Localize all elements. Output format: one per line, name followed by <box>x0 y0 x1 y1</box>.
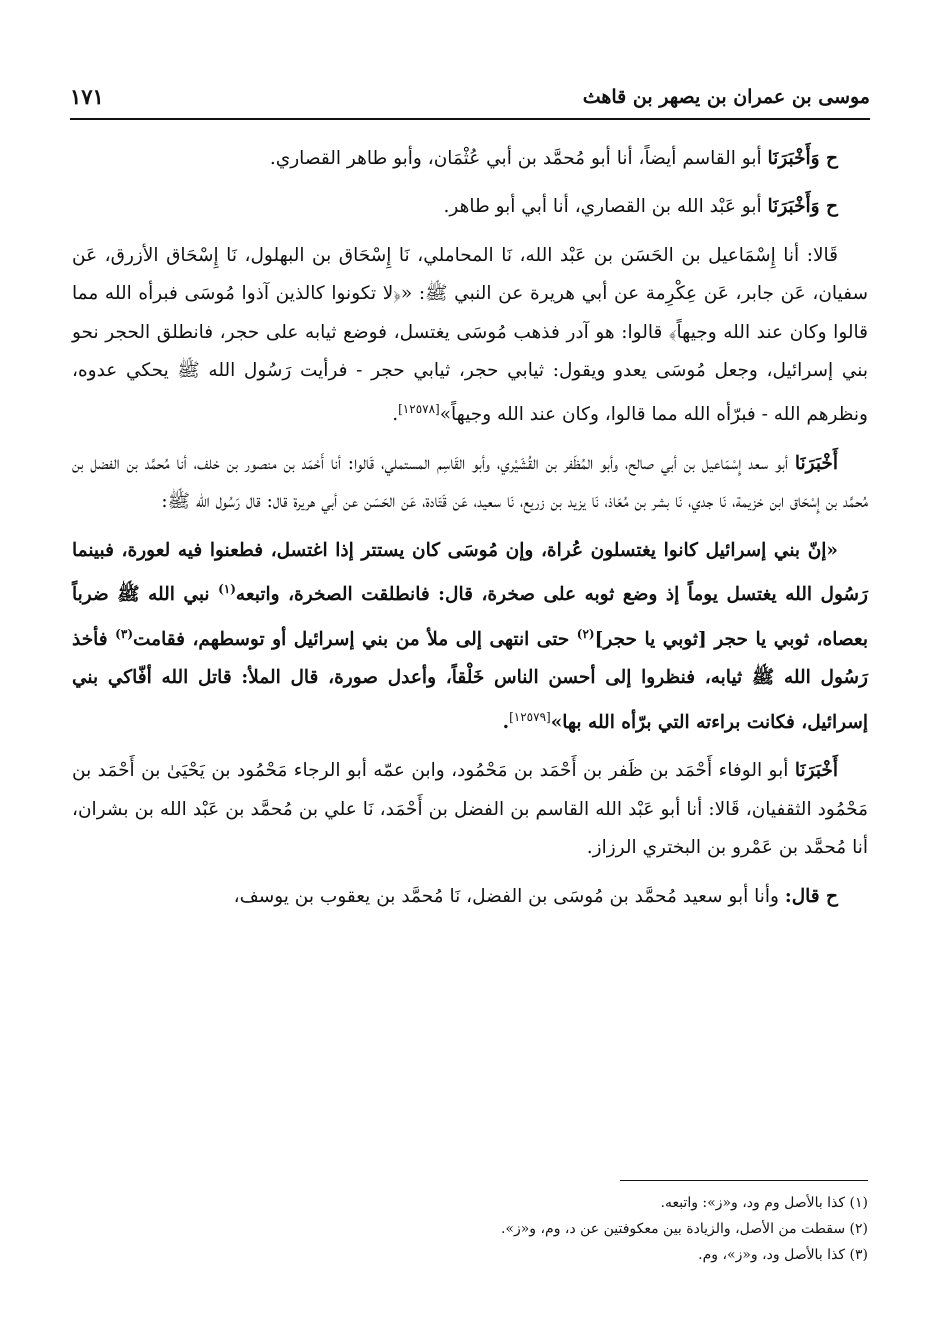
paragraph-text: قَالا: أنا إِسْمَاعيل بن الحَسَن بن عَبْد الله، نَا المحاملي، نَا إِسْحَاق بن البهلول، نَا إِسْحَاق الأزرق، عَن سفيان، عَن جابر، عَن عِكْرِمة عن أبي هريرة عن النبي ﷺ: «﴿لا تكونوا كالذين آذوا مُوسَى فبرأه الله مما قالوا وكان عند الله وجيهاً﴾ قالوا: هو آدر فذهب مُوسَى يغتسل، فوضع ثيابه على حجر، فانطلق الحجر نحو بني إسرائيل، وجعل مُوسَى يعدو ويقول: ثيابي حجر، ثيابي حجر - فرأيت رَسُول الله ﷺ يحكي عدوه، ونظرهم الله - فبرّأه الله مما قالوا، وكان عند الله وجيهاً» <box>72 244 868 426</box>
hadith-text <box>72 532 868 743</box>
footnote: (٣) كذا بالأصل ود، و«ز»، وم. <box>698 1247 868 1263</box>
footnote-rule <box>620 1180 868 1181</box>
page-header <box>70 78 870 118</box>
footnotes <box>72 1190 868 1268</box>
hadith-number: [١٢٥٧٩] <box>509 709 551 724</box>
header-rule <box>70 118 870 120</box>
hadith-part: «إنّ بني إسرائيل كانوا يغتسلون عُراة، وإن مُوسَى كان يستتر إذا اغتسل، فطعنوا فيه لعورة، فبينما رَسُول الله يغتسل يوماً إذ وضع ثوبه على صخرة، قال: فانطلقت الصخرة، واتبعه <box>72 539 868 606</box>
footnote-marker: (٣) <box>115 626 133 641</box>
paragraph-text: أبو الوفاء أَحْمَد بن ظَفر بن أَحْمَد بن مَحْمُود، وابن عمّه أبو الرجاء مَحْمُود بن يَحْيَىٰ بن أَحْمَد بن مَحْمُود الثقفيان، قَالا: أنا أبو عَبْد الله القاسم بن الفضل بن أَحْمَد، نَا علي بن مُحمَّد بن عَبْد الله بن بشران، أنا مُحمَّد بن عَمْرو بن البختري الرزاز. <box>72 760 868 859</box>
chain-lead: ح وَأَخْبَرَنَا <box>767 148 838 169</box>
paragraph-text: أبو سعد إِسْمَاعيل بن أبي صالح، وأبو المُظَفر بن القُشَيْري، وأبو القَاسِم المستملي، قَالوا: أنا أَحْمَد بن منصور بن خلف، أنا مُحمَّد بن الفضل بن مُحمَّد بن إِسْحَاق ابن خزيمة، نَا جدي، نَا بشر بن مُعَاذ، نَا يزيد بن زريع، نَا سعيد، عَن قَتَادة، عَن الحَسَن عن أبي هريرة قال: قال رَسُول الله ﷺ: <box>72 453 868 513</box>
paragraph-text: أبو عَبْد الله بن القصاري، أنا أبي أبو طاهر. <box>443 196 768 218</box>
paragraph-text: وأنا أبو سعيد مُحمَّد بن مُوسَى بن الفضل، نَا مُحمَّد بن يعقوب بن يوسف، <box>233 885 785 907</box>
paragraph-end: . <box>392 404 399 426</box>
footnote-marker: (٢) <box>576 626 595 641</box>
chain-lead: أَخْبَرَنَا <box>794 760 838 782</box>
chain-lead: أَخْبَرَنَا <box>794 453 838 474</box>
paragraph <box>72 237 868 435</box>
paragraph <box>72 140 868 178</box>
hadith-part: فأخذ رَسُول الله ﷺ ثيابه، فنظروا إلى أحسن الناس خَلْقاً، وأعدل صورة، قال الملأ: قاتل الله أفّاكي بني إسرائيل، فكانت براءته التي برّأه الله بها» <box>72 628 868 733</box>
paragraph <box>72 878 868 916</box>
footnote: (٢) سقطت من الأصل، والزيادة بين معكوفتين عن د، وم، و«ز». <box>500 1221 868 1237</box>
hadith-part: نبي الله ﷺ ضرباً بعصاه، ثوبي يا حجر [ثوبي يا حجر] <box>72 584 868 650</box>
running-title: موسى بن عمران بن يصهر بن قاهث <box>582 86 870 108</box>
hadith-part: حتى انتهى إلى ملأ من بني إسرائيل أو توسطهم، فقامت <box>133 628 577 650</box>
paragraph-text: أبو القاسم أيضاً، أنا أبو مُحمَّد بن أبي عُثْمَان، وأبو طاهر القصاري. <box>269 148 768 169</box>
hadith-number: [١٢٥٧٨] <box>398 402 440 417</box>
paragraph <box>72 445 868 522</box>
paragraph-end: . <box>502 711 510 733</box>
chain-lead: ح وَأَخْبَرَنَا <box>767 196 838 218</box>
paragraph <box>72 752 868 867</box>
page-number: ١٧١ <box>70 84 104 109</box>
footnote-marker: (١) <box>218 582 236 597</box>
main-text <box>72 140 868 926</box>
chain-lead: ح قال: <box>784 885 838 907</box>
footnote: (١) كذا بالأصل وم ود، و«ز»: واتبعه. <box>660 1195 868 1211</box>
paragraph <box>72 188 868 226</box>
